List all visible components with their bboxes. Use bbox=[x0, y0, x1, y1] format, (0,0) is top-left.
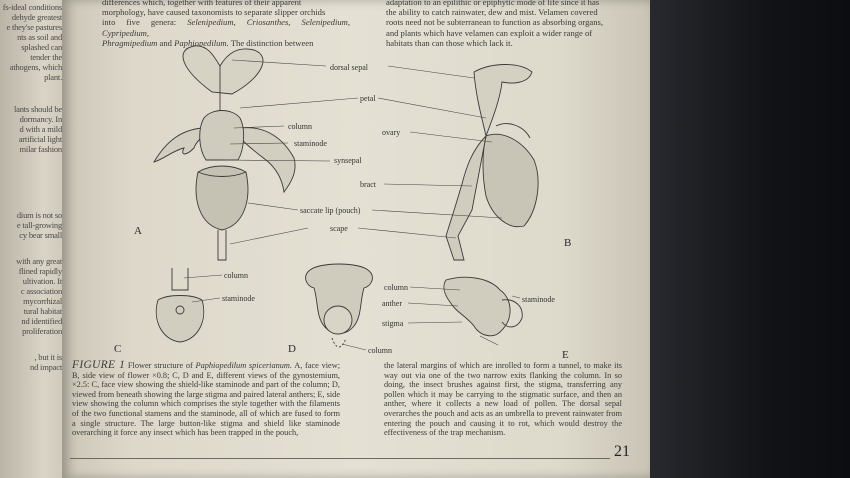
facing-text-line: dormancy. In bbox=[19, 114, 62, 124]
label-petal: petal bbox=[360, 94, 376, 103]
body-line: and plants which have velamen can exploit a wider range of bbox=[386, 27, 593, 38]
facing-text-line: flined rapidly bbox=[18, 266, 62, 276]
facing-text-line: c association bbox=[20, 286, 62, 296]
label-e-staminode: staminode bbox=[522, 295, 555, 304]
label-c-staminode: staminode bbox=[222, 294, 255, 303]
facing-text-line: athogens, which bbox=[9, 62, 62, 72]
body-line: into five genera: Selenipedium, Criosanthes, Selenipedium, Cypripedium, bbox=[102, 17, 350, 38]
facing-text-line: ultivation. It bbox=[22, 276, 62, 286]
facing-text-line: plant. bbox=[44, 72, 62, 82]
figure-caption-right: the lateral margins of which are inrolled to form a tunnel, to make its way out via one of the two narrow exits flanking the column. In so doing, the insect brushes against first, the stigma, transferring any pollen which it may be carrying to the stigmatic surface, and then an anther, where it collects a new load of pollen. The dorsal sepal overarches the pouch and acts as an umbrella to prevent rainwater from entering the pouch and causing it to rot, which would destroy the effectiveness of the trap mechanism. bbox=[384, 361, 622, 438]
body-line: adaptation to an epilithic or epiphytic mode of life since it has bbox=[386, 0, 600, 7]
caption-species: Paphiopedilum spicerianum. bbox=[195, 361, 293, 370]
facing-text-line: lants should be bbox=[14, 104, 62, 114]
label-ovary: ovary bbox=[382, 128, 401, 137]
label-column: column bbox=[288, 122, 312, 131]
facing-text-line: tender the bbox=[30, 52, 62, 62]
body-line: the ability to catch rainwater, dew and mist. Velamen covered bbox=[386, 7, 598, 18]
label-synsepal: synsepal bbox=[334, 156, 362, 165]
background-right bbox=[640, 0, 850, 478]
label-d-column: column bbox=[368, 346, 392, 355]
facing-text-line: fs-ideal conditions bbox=[2, 2, 62, 12]
label-c-column: column bbox=[224, 271, 248, 280]
label-staminode: staminode bbox=[294, 139, 327, 148]
panel-letter-e: E bbox=[562, 349, 569, 361]
facing-text-line: tural habitat bbox=[23, 306, 62, 316]
facing-text-line: nd identified bbox=[21, 316, 62, 326]
label-e-anther: anther bbox=[382, 299, 402, 308]
body-line: morphology, have caused taxonomists to separate slipper orchids bbox=[102, 7, 326, 18]
facing-text-line: milar fashion bbox=[19, 144, 62, 154]
facing-text-line: , but it is bbox=[34, 352, 62, 362]
flower-face-view bbox=[154, 46, 295, 260]
panel-letter-b: B bbox=[564, 237, 572, 249]
facing-text-line: artificial light bbox=[18, 134, 62, 144]
figure-caption-left: FIGURE 1 Flower structure of Paphiopedilum spicerianum. A, face view; B, side view of flower ×0.8; C, D and E, different views of the gynostemium, ×2.5: C, face view showing the shield-like staminode and part of the column; D, viewed from beneath showing the large stigma and paired lateral anthers; E, side view showing the column which comprises the style together with the filaments of the two functional stamens and the staminode, all of which are fused to form a single structure. The large button-like stigma and shield like staminode overarching it force any insect which has been trapped in the pouch, bbox=[72, 359, 341, 438]
facing-text-line: nts as soil and bbox=[17, 32, 62, 42]
facing-text-line: dehyde greatest bbox=[11, 12, 62, 22]
facing-text-line: d with a mild bbox=[19, 124, 62, 134]
body-line: roots need not be subterranean to function as absorbing organs, bbox=[386, 17, 604, 28]
label-dorsal-sepal: dorsal sepal bbox=[330, 63, 368, 72]
body-line: Phragmipedium and Paphiopedilum. The distinction between bbox=[102, 37, 314, 48]
gynostemium-c bbox=[156, 268, 203, 342]
flower-side-view bbox=[446, 65, 538, 261]
facing-text-line: mycorrhizal bbox=[23, 296, 62, 306]
footer-rule bbox=[70, 458, 610, 459]
facing-text-line: proliferation bbox=[22, 326, 62, 336]
facing-text-line: dium is not so bbox=[16, 210, 62, 220]
label-bract: bract bbox=[360, 180, 376, 189]
facing-text-line: e they'se pastures bbox=[6, 22, 62, 32]
label-e-stigma: stigma bbox=[382, 319, 404, 328]
body-line: differences which, together with features of their apparent bbox=[102, 0, 302, 7]
label-e-column: column bbox=[384, 283, 408, 292]
label-saccate-lip: saccate lip (pouch) bbox=[300, 206, 361, 215]
gynostemium-e bbox=[444, 277, 522, 336]
book-page bbox=[62, 0, 650, 478]
caption-title: FIGURE 1 bbox=[72, 359, 126, 371]
facing-text-line: e tall-growing bbox=[16, 220, 62, 230]
label-scape: scape bbox=[330, 224, 348, 233]
body-line: habitats than can those which lack it. bbox=[386, 37, 513, 48]
panel-letter-d: D bbox=[288, 343, 296, 355]
facing-text-line: nd impact bbox=[30, 362, 62, 372]
panel-letter-c: C bbox=[114, 343, 122, 355]
panel-letter-a: A bbox=[134, 225, 142, 237]
page-number: 21 bbox=[614, 443, 630, 460]
facing-page-edge bbox=[0, 0, 62, 478]
facing-text-line: splashed can bbox=[21, 42, 62, 52]
facing-text-line: with any great bbox=[16, 256, 62, 266]
facing-text-line: cy bear small bbox=[19, 230, 62, 240]
gynostemium-d bbox=[306, 264, 373, 347]
